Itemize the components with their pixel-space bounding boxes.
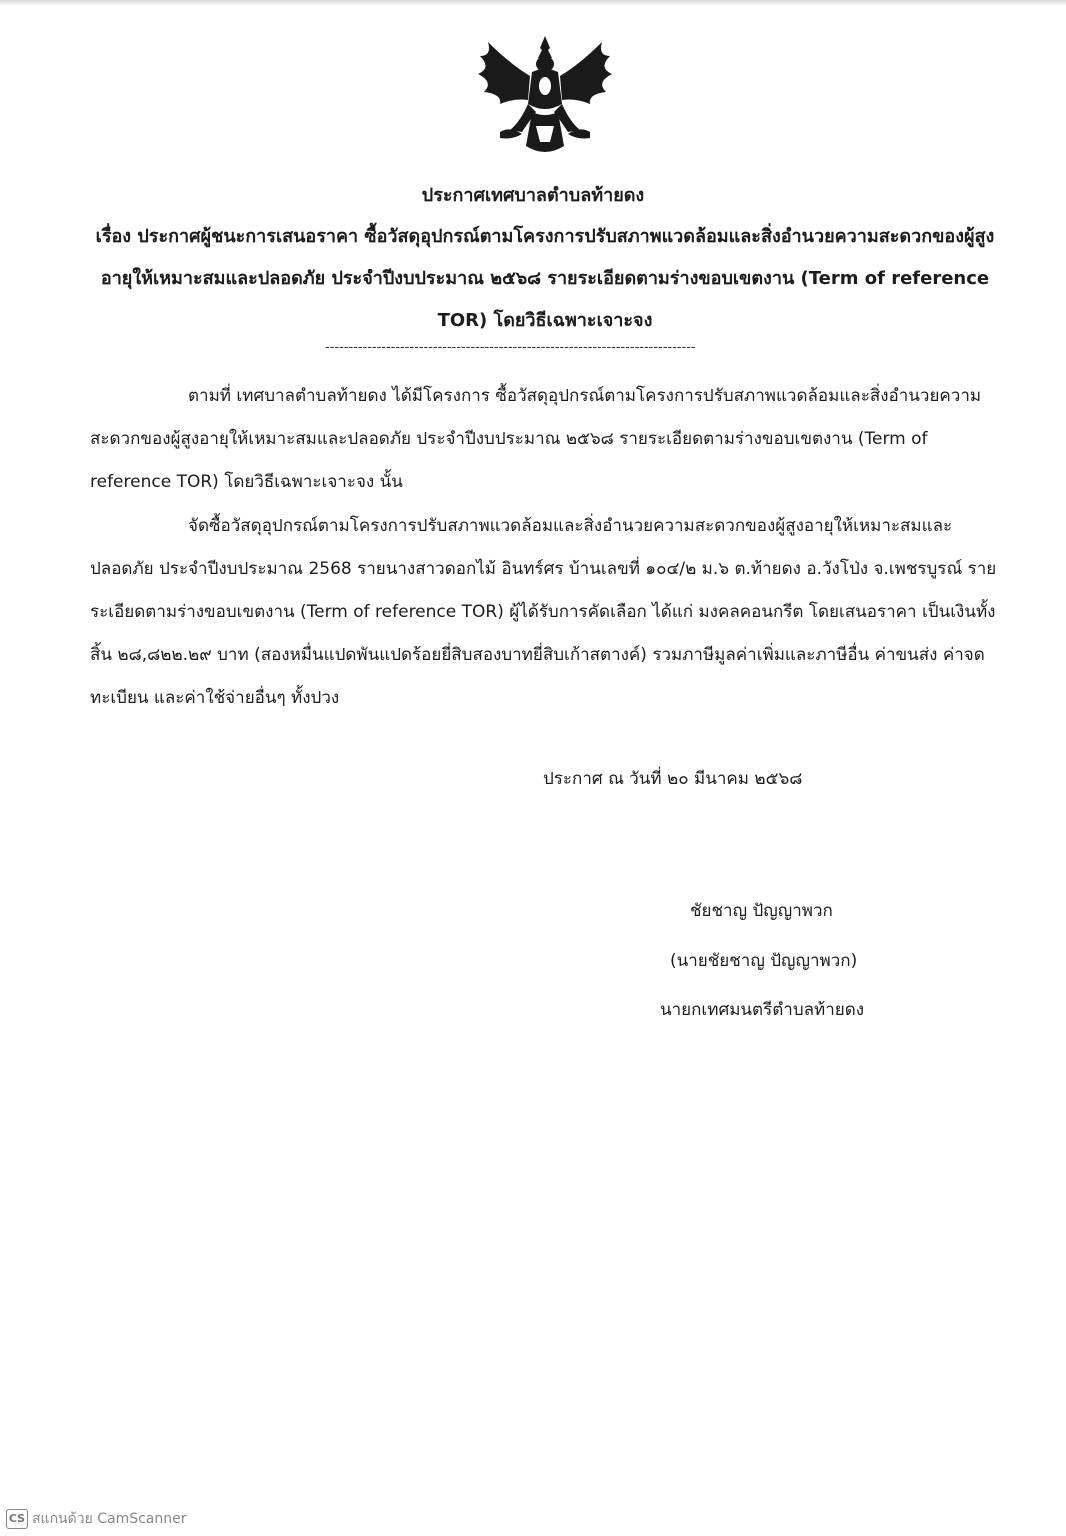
camscanner-logo-icon: CS [6, 1509, 28, 1529]
body-paragraph-1: ตามที่ เทศบาลตำบลท้ายดง ได้มีโครงการ ซื้อวัสดุอุปกรณ์ตามโครงการปรับสภาพแวดล้อมและสิ่งอำนวยความสะดวกของผู้สูงอายุให้เหมาะสมและปลอดภัย ประจำปีงบประมาณ ๒๕๖๘ รายระเอียดตามร่างขอบเขตงาน (Term of reference TOR) โดยวิธีเฉพาะเจาะจง นั้น [90, 386, 982, 492]
signature-full-name: (นายชัยชาญ ปัญญาพวก) [670, 951, 858, 971]
garuda-emblem-icon [470, 34, 620, 164]
body-paragraph-2: จัดซื้อวัสดุอุปกรณ์ตามโครงการปรับสภาพแวดล้อมและสิ่งอำนวยความสะดวกของผู้สูงอายุให้เหมาะสมและปลอดภัย ประจำปีงบประมาณ 2568 รายนางสาวดอกไม้ อินทร์ศร บ้านเลขที่ ๑๐๔/๒ ม.๖ ต.ท้ายดง อ.วังโป่ง จ.เพชรบูรณ์ รายระเอียดตามร่างขอบเขตงาน (Term of reference TOR) ผู้ได้รับการคัดเลือก ได้แก่ มงคลคอนกรีต โดยเสนอราคา เป็นเงินทั้งสิ้น ๒๘,๘๒๒.๒๙ บาท (สองหมื่นแปดพันแปดร้อยยี่สิบสองบาทยี่สิบเก้าสตางค์) รวมภาษีมูลค่าเพิ่มและภาษีอื่น ค่าขนส่ง ค่าจดทะเบียน และค่าใช้จ่ายอื่นๆ ทั้งปวง [90, 516, 997, 708]
announcement-date: ประกาศ ณ วันที่ ๒๐ มีนาคม ๒๕๖๘ [543, 769, 803, 789]
camscanner-text: สแกนด้วย CamScanner [32, 1511, 187, 1527]
announcement-title: ประกาศเทศบาลตำบลท้ายดง [421, 185, 645, 206]
signature-position: นายกเทศมนตรีตำบลท้ายดง [660, 1000, 865, 1020]
divider-line: ------------------------------------------------------------------------------- [325, 340, 696, 355]
signature-name: ชัยชาญ ปัญญาพวก [690, 901, 833, 921]
camscanner-watermark [6, 1508, 187, 1530]
scan-top-edge [0, 0, 1066, 6]
announcement-subject: เรื่อง ประกาศผู้ชนะการเสนอราคา ซื้อวัสดุอุปกรณ์ตามโครงการปรับสภาพแวดล้อมและสิ่งอำนวยความสะดวกของผู้สูงอายุให้เหมาะสมและปลอดภัย ประจำปีงบประมาณ ๒๕๖๘ รายระเอียดตามร่างขอบเขตงาน (Term of reference TOR) โดยวิธีเฉพาะเจาะจง [95, 226, 995, 331]
